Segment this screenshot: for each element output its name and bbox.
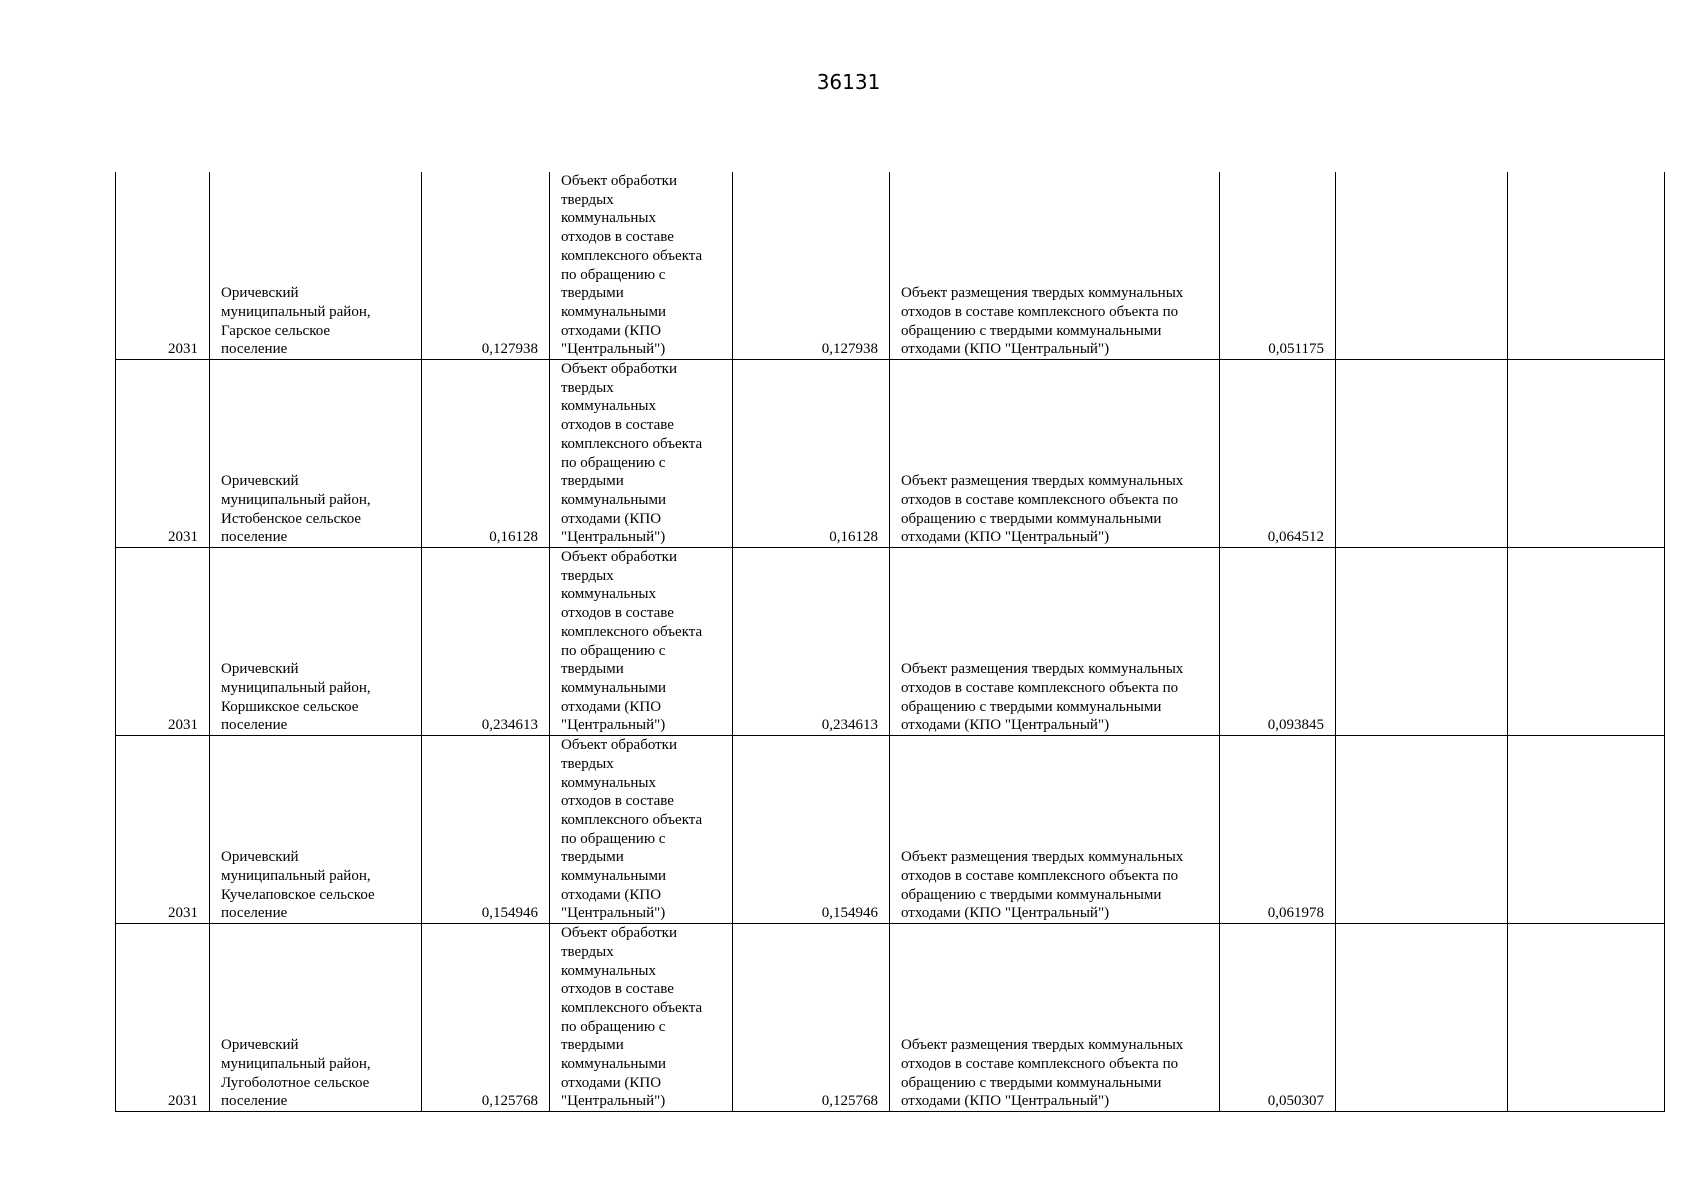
table-row bbox=[116, 924, 1665, 1112]
mass-total-cell: 0,234613 bbox=[422, 548, 550, 736]
mass-processing-cell: 0,234613 bbox=[733, 548, 890, 736]
mass-processing-cell: 0,125768 bbox=[733, 924, 890, 1112]
mass-total-cell: 0,125768 bbox=[422, 924, 550, 1112]
territory-cell: Оричевский муниципальный район, Коршикское сельское поселение bbox=[210, 548, 422, 736]
territory-cell: Оричевский муниципальный район, Истобенское сельское поселение bbox=[210, 360, 422, 548]
page-number: 36131 bbox=[816, 70, 881, 94]
territory-cell: Оричевский муниципальный район, Лугоболотное сельское поселение bbox=[210, 924, 422, 1112]
territory-cell: Оричевский муниципальный район, Кучелаповское сельское поселение bbox=[210, 736, 422, 924]
empty-cell bbox=[1336, 360, 1508, 548]
empty-cell bbox=[1508, 924, 1665, 1112]
table-row bbox=[116, 736, 1665, 924]
processing-object-cell: Объект обработки твердых коммунальных отходов в составе комплексного объекта по обращению с твердыми коммунальными отходами (КПО "Центральный") bbox=[550, 924, 733, 1112]
processing-object-cell: Объект обработки твердых коммунальных отходов в составе комплексного объекта по обращению с твердыми коммунальными отходами (КПО "Центральный") bbox=[550, 172, 733, 360]
mass-disposal-cell: 0,061978 bbox=[1220, 736, 1336, 924]
mass-disposal-cell: 0,093845 bbox=[1220, 548, 1336, 736]
mass-disposal-cell: 0,051175 bbox=[1220, 172, 1336, 360]
year-cell: 2031 bbox=[116, 360, 210, 548]
mass-disposal-cell: 0,050307 bbox=[1220, 924, 1336, 1112]
empty-cell bbox=[1508, 548, 1665, 736]
empty-cell bbox=[1508, 172, 1665, 360]
table-row bbox=[116, 360, 1665, 548]
empty-cell bbox=[1336, 924, 1508, 1112]
empty-cell bbox=[1508, 360, 1665, 548]
disposal-object-cell: Объект размещения твердых коммунальных отходов в составе комплексного объекта по обращению с твердыми коммунальными отходами (КПО "Центральный") bbox=[890, 736, 1220, 924]
mass-processing-cell: 0,16128 bbox=[733, 360, 890, 548]
disposal-object-cell: Объект размещения твердых коммунальных отходов в составе комплексного объекта по обращению с твердыми коммунальными отходами (КПО "Центральный") bbox=[890, 360, 1220, 548]
waste-flow-table bbox=[115, 172, 1665, 1112]
territory-cell: Оричевский муниципальный район, Гарское сельское поселение bbox=[210, 172, 422, 360]
mass-total-cell: 0,154946 bbox=[422, 736, 550, 924]
year-cell: 2031 bbox=[116, 924, 210, 1112]
empty-cell bbox=[1508, 736, 1665, 924]
disposal-object-cell: Объект размещения твердых коммунальных отходов в составе комплексного объекта по обращению с твердыми коммунальными отходами (КПО "Центральный") bbox=[890, 924, 1220, 1112]
disposal-object-cell: Объект размещения твердых коммунальных отходов в составе комплексного объекта по обращению с твердыми коммунальными отходами (КПО "Центральный") bbox=[890, 172, 1220, 360]
disposal-object-cell: Объект размещения твердых коммунальных отходов в составе комплексного объекта по обращению с твердыми коммунальными отходами (КПО "Центральный") bbox=[890, 548, 1220, 736]
table-row bbox=[116, 548, 1665, 736]
processing-object-cell: Объект обработки твердых коммунальных отходов в составе комплексного объекта по обращению с твердыми коммунальными отходами (КПО "Центральный") bbox=[550, 360, 733, 548]
mass-processing-cell: 0,127938 bbox=[733, 172, 890, 360]
processing-object-cell: Объект обработки твердых коммунальных отходов в составе комплексного объекта по обращению с твердыми коммунальными отходами (КПО "Центральный") bbox=[550, 548, 733, 736]
year-cell: 2031 bbox=[116, 736, 210, 924]
year-cell: 2031 bbox=[116, 548, 210, 736]
mass-processing-cell: 0,154946 bbox=[733, 736, 890, 924]
mass-total-cell: 0,127938 bbox=[422, 172, 550, 360]
year-cell: 2031 bbox=[116, 172, 210, 360]
mass-total-cell: 0,16128 bbox=[422, 360, 550, 548]
mass-disposal-cell: 0,064512 bbox=[1220, 360, 1336, 548]
empty-cell bbox=[1336, 172, 1508, 360]
empty-cell bbox=[1336, 736, 1508, 924]
processing-object-cell: Объект обработки твердых коммунальных отходов в составе комплексного объекта по обращению с твердыми коммунальными отходами (КПО "Центральный") bbox=[550, 736, 733, 924]
empty-cell bbox=[1336, 548, 1508, 736]
table-row bbox=[116, 172, 1665, 360]
